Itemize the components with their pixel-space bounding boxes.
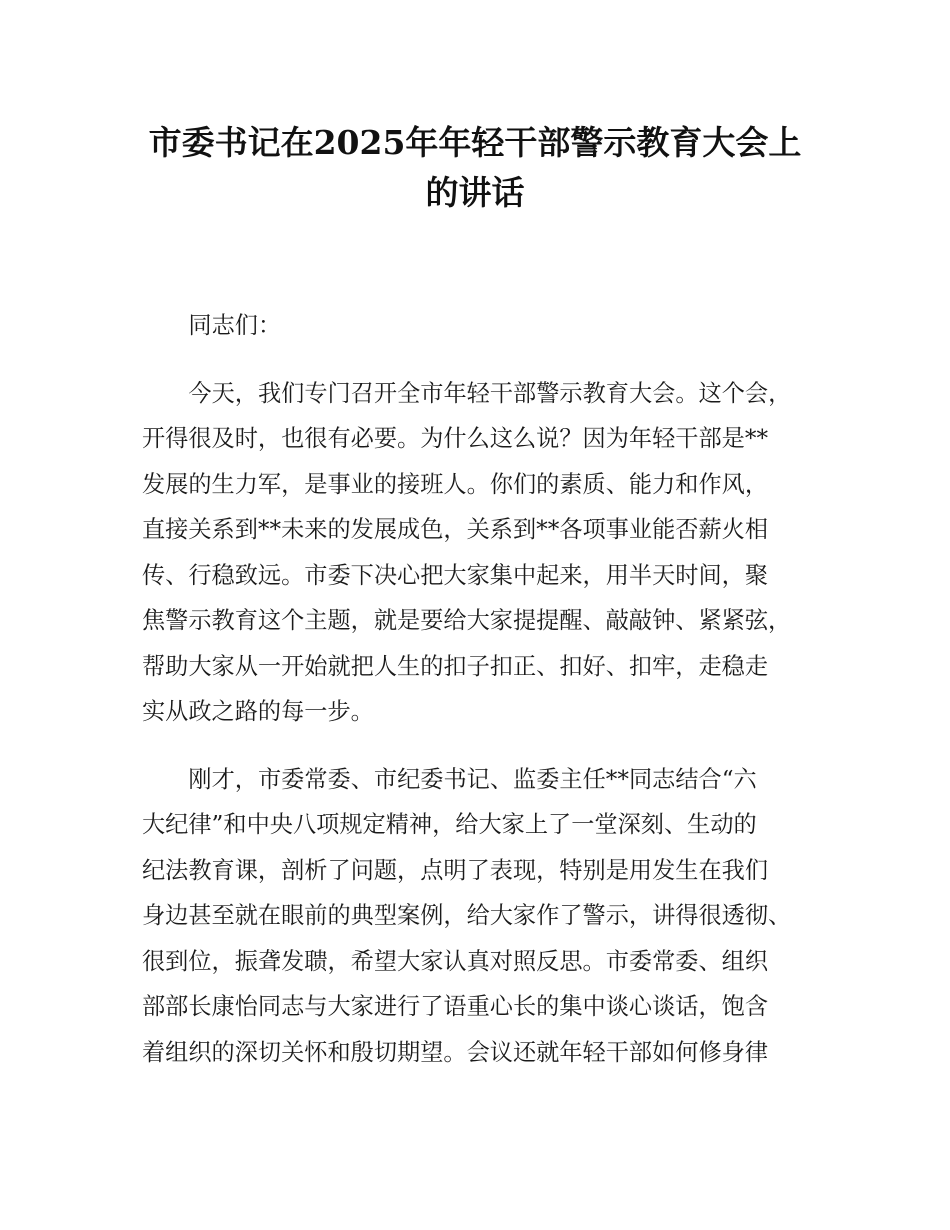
title-line-2: 的讲话 bbox=[425, 173, 525, 212]
paragraph-line: 纪法教育课，剖析了问题，点明了表现，特别是用发生在我们 bbox=[142, 856, 769, 884]
paragraph-line: 很到位，振聋发聩，希望大家认真对照反思。市委常委、组织 bbox=[142, 947, 769, 975]
paragraph-line: 今天，我们专门召开全市年轻干部警示教育大会。这个会， bbox=[188, 379, 792, 407]
paragraph-line: 身边甚至就在眼前的典型案例，给大家作了警示，讲得很透彻、 bbox=[142, 902, 792, 929]
paragraph-line: 发展的生力军，是事业的接班人。你们的素质、能力和作风， bbox=[142, 470, 769, 498]
paragraph-line: 帮助大家从一开始就把人生的扣子扣正、扣好、扣牢，走稳走 bbox=[142, 652, 769, 680]
paragraph-line: 着组织的深切关怀和殷切期望。会议还就年轻干部如何修身律 bbox=[142, 1038, 769, 1066]
title-line-1: 市委书记在2025年年轻干部警示教育大会上 bbox=[148, 123, 802, 162]
paragraph-line: 刚才，市委常委、市纪委书记、监委主任**同志结合“六 bbox=[188, 765, 757, 793]
paragraph-line: 直接关系到**未来的发展成色，关系到**各项事业能否薪火相 bbox=[142, 516, 769, 543]
paragraph-line: 大纪律”和中央八项规定精神，给大家上了一堂深刻、生动的 bbox=[142, 811, 757, 838]
paragraph-2 bbox=[142, 757, 832, 1076]
paragraph-line: 部部长康怡同志与大家进行了语重心长的集中谈心谈话，饱含 bbox=[142, 993, 769, 1020]
paragraph-line: 实从政之路的每一步。 bbox=[142, 698, 374, 725]
document-body bbox=[142, 303, 832, 1075]
salutation: 同志们： bbox=[188, 312, 282, 339]
document-title bbox=[100, 118, 850, 218]
paragraph-1 bbox=[142, 371, 832, 735]
paragraph-line: 焦警示教育这个主题，就是要给大家提提醒、敲敲钟、紧紧弦， bbox=[142, 607, 792, 634]
paragraph-line: 开得很及时，也很有必要。为什么这么说？因为年轻干部是** bbox=[142, 425, 769, 452]
paragraph-line: 传、行稳致远。市委下决心把大家集中起来，用半天时间，聚 bbox=[142, 561, 769, 589]
